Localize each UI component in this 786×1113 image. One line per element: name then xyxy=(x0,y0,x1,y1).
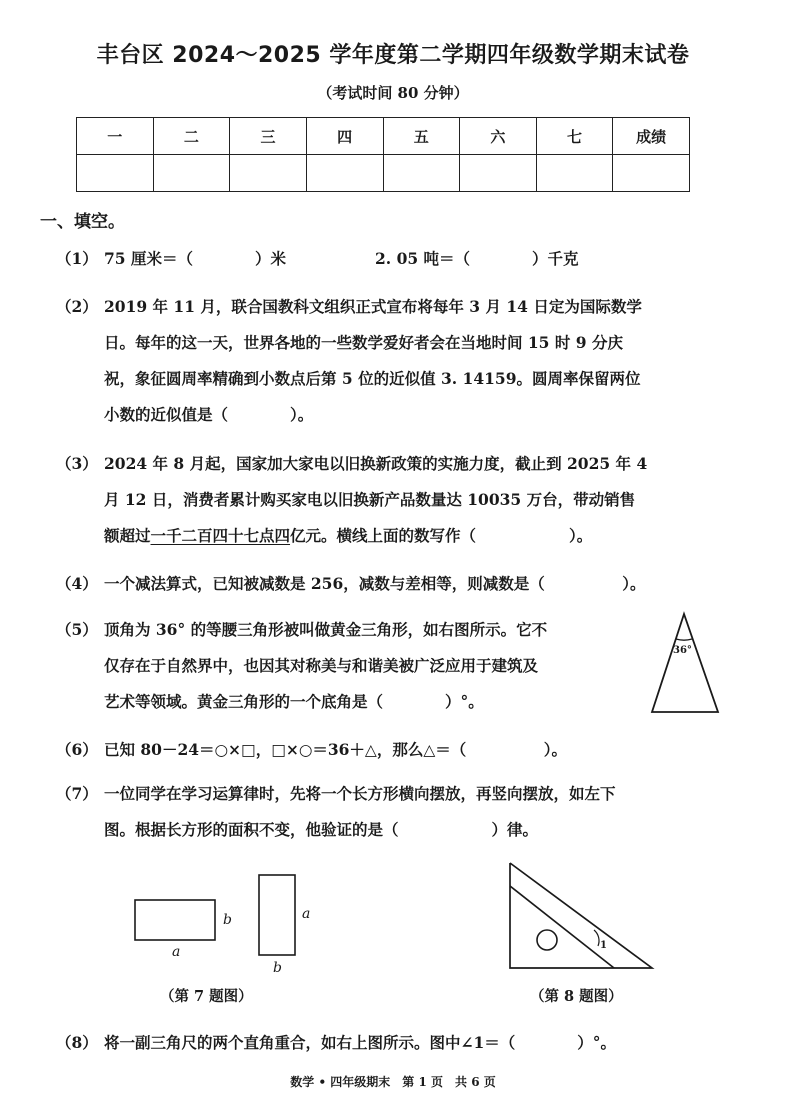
apex-angle-label: 36° xyxy=(673,645,692,656)
score-blank-cell xyxy=(460,155,537,192)
question-3-line: 2024 年 8 月起，国家加大家电以旧换新政策的实施力度，截止到 2025 年 4 xyxy=(104,454,648,473)
score-blank-cell xyxy=(383,155,460,192)
score-blank-cell xyxy=(613,155,690,192)
score-header-cell: 二 xyxy=(153,118,230,155)
page-footer: 数学 • 四年级期末 第 1 页 共 6 页 xyxy=(290,1075,496,1089)
question-number: （5） xyxy=(56,620,98,639)
score-blank-cell xyxy=(230,155,307,192)
score-blank-cell xyxy=(153,155,230,192)
score-blank-cell xyxy=(536,155,613,192)
score-header-cell: 成绩 xyxy=(613,118,690,155)
question-3-text: 额超过 xyxy=(104,526,151,545)
question-2-line: 日。每年的这一天，世界各地的一些数学爱好者会在当地时间 15 时 9 分庆 xyxy=(104,333,623,352)
score-header-cell: 四 xyxy=(306,118,383,155)
figure-8-caption: （第 8 题图） xyxy=(530,988,623,1005)
question-number: （4） xyxy=(56,574,98,593)
rect-horizontal-side-b: b xyxy=(223,912,232,928)
question-2-line: 祝，象征圆周率精确到小数点后第 5 位的近似值 3. 14159。圆周率保留两位 xyxy=(104,369,641,388)
question-5-line: 艺术等领域。黄金三角形的一个底角是（ ）°。 xyxy=(104,692,484,711)
rect-vertical-side-b: b xyxy=(273,960,282,976)
question-2-line: 2019 年 11 月，联合国教科文组织正式宣布将每年 3 月 14 日定为国际数学 xyxy=(104,297,642,316)
score-blank-cell xyxy=(77,155,154,192)
question-3-text: 亿元。横线上面的数写作（ ）。 xyxy=(290,526,593,545)
set-squares-figure xyxy=(500,858,660,974)
question-7-line: 一位同学在学习运算律时，先将一个长方形横向摆放，再竖向摆放，如左下 xyxy=(104,784,616,803)
score-header-cell: 五 xyxy=(383,118,460,155)
question-5-line: 仅存在于自然界中，也因其对称美与和谐美被广泛应用于建筑及 xyxy=(104,656,539,675)
question-number: （1） xyxy=(56,249,98,268)
exam-duration: （考试时间 80 分钟） xyxy=(317,84,469,102)
question-8-text: 将一副三角尺的两个直角重合，如右上图所示。图中∠1＝（ ）°。 xyxy=(104,1033,617,1052)
exam-title: 丰台区 2024～2025 学年度第二学期四年级数学期末试卷 xyxy=(96,43,690,68)
rect-horizontal-side-a: a xyxy=(172,944,181,960)
question-4-text: 一个减法算式，已知被减数是 256，减数与差相等，则减数是（ ）。 xyxy=(104,574,646,593)
question-number: （8） xyxy=(56,1033,98,1052)
score-header-cell: 三 xyxy=(230,118,307,155)
question-1-part-a: 75 厘米＝（ ）米 xyxy=(104,249,286,268)
section-heading: 一、填空。 xyxy=(40,212,125,232)
score-table xyxy=(76,117,690,192)
question-number: （2） xyxy=(56,297,98,316)
rect-vertical-side-a: a xyxy=(302,906,311,922)
golden-triangle-figure xyxy=(640,608,730,720)
score-table-blank-row xyxy=(77,155,690,192)
question-number: （7） xyxy=(56,784,98,803)
score-header-cell: 一 xyxy=(77,118,154,155)
angle-1-label: 1 xyxy=(600,940,607,951)
question-6-text: 已知 80－24＝○×□，□×○＝36＋△，那么△＝（ ）。 xyxy=(104,740,568,759)
question-2-line: 小数的近似值是（ ）。 xyxy=(104,405,314,424)
question-1-part-b: 2. 05 吨＝（ ）千克 xyxy=(375,249,579,268)
question-3-line: 月 12 日，消费者累计购买家电以旧换新产品数量达 10035 万台，带动销售 xyxy=(104,490,636,509)
question-3-line xyxy=(104,524,592,546)
question-7-line: 图。根据长方形的面积不变，他验证的是（ ）律。 xyxy=(104,820,539,839)
score-blank-cell xyxy=(306,155,383,192)
rectangles-figure xyxy=(126,866,326,978)
underlined-number: 一千二百四十七点四 xyxy=(150,526,291,545)
question-number: （6） xyxy=(56,740,98,759)
figure-7-caption: （第 7 题图） xyxy=(160,988,253,1005)
score-header-cell: 六 xyxy=(460,118,537,155)
question-number: （3） xyxy=(56,454,98,473)
score-table-header-row xyxy=(77,118,690,155)
question-5-line: 顶角为 36° 的等腰三角形被叫做黄金三角形，如右图所示。它不 xyxy=(104,620,548,639)
score-header-cell: 七 xyxy=(536,118,613,155)
